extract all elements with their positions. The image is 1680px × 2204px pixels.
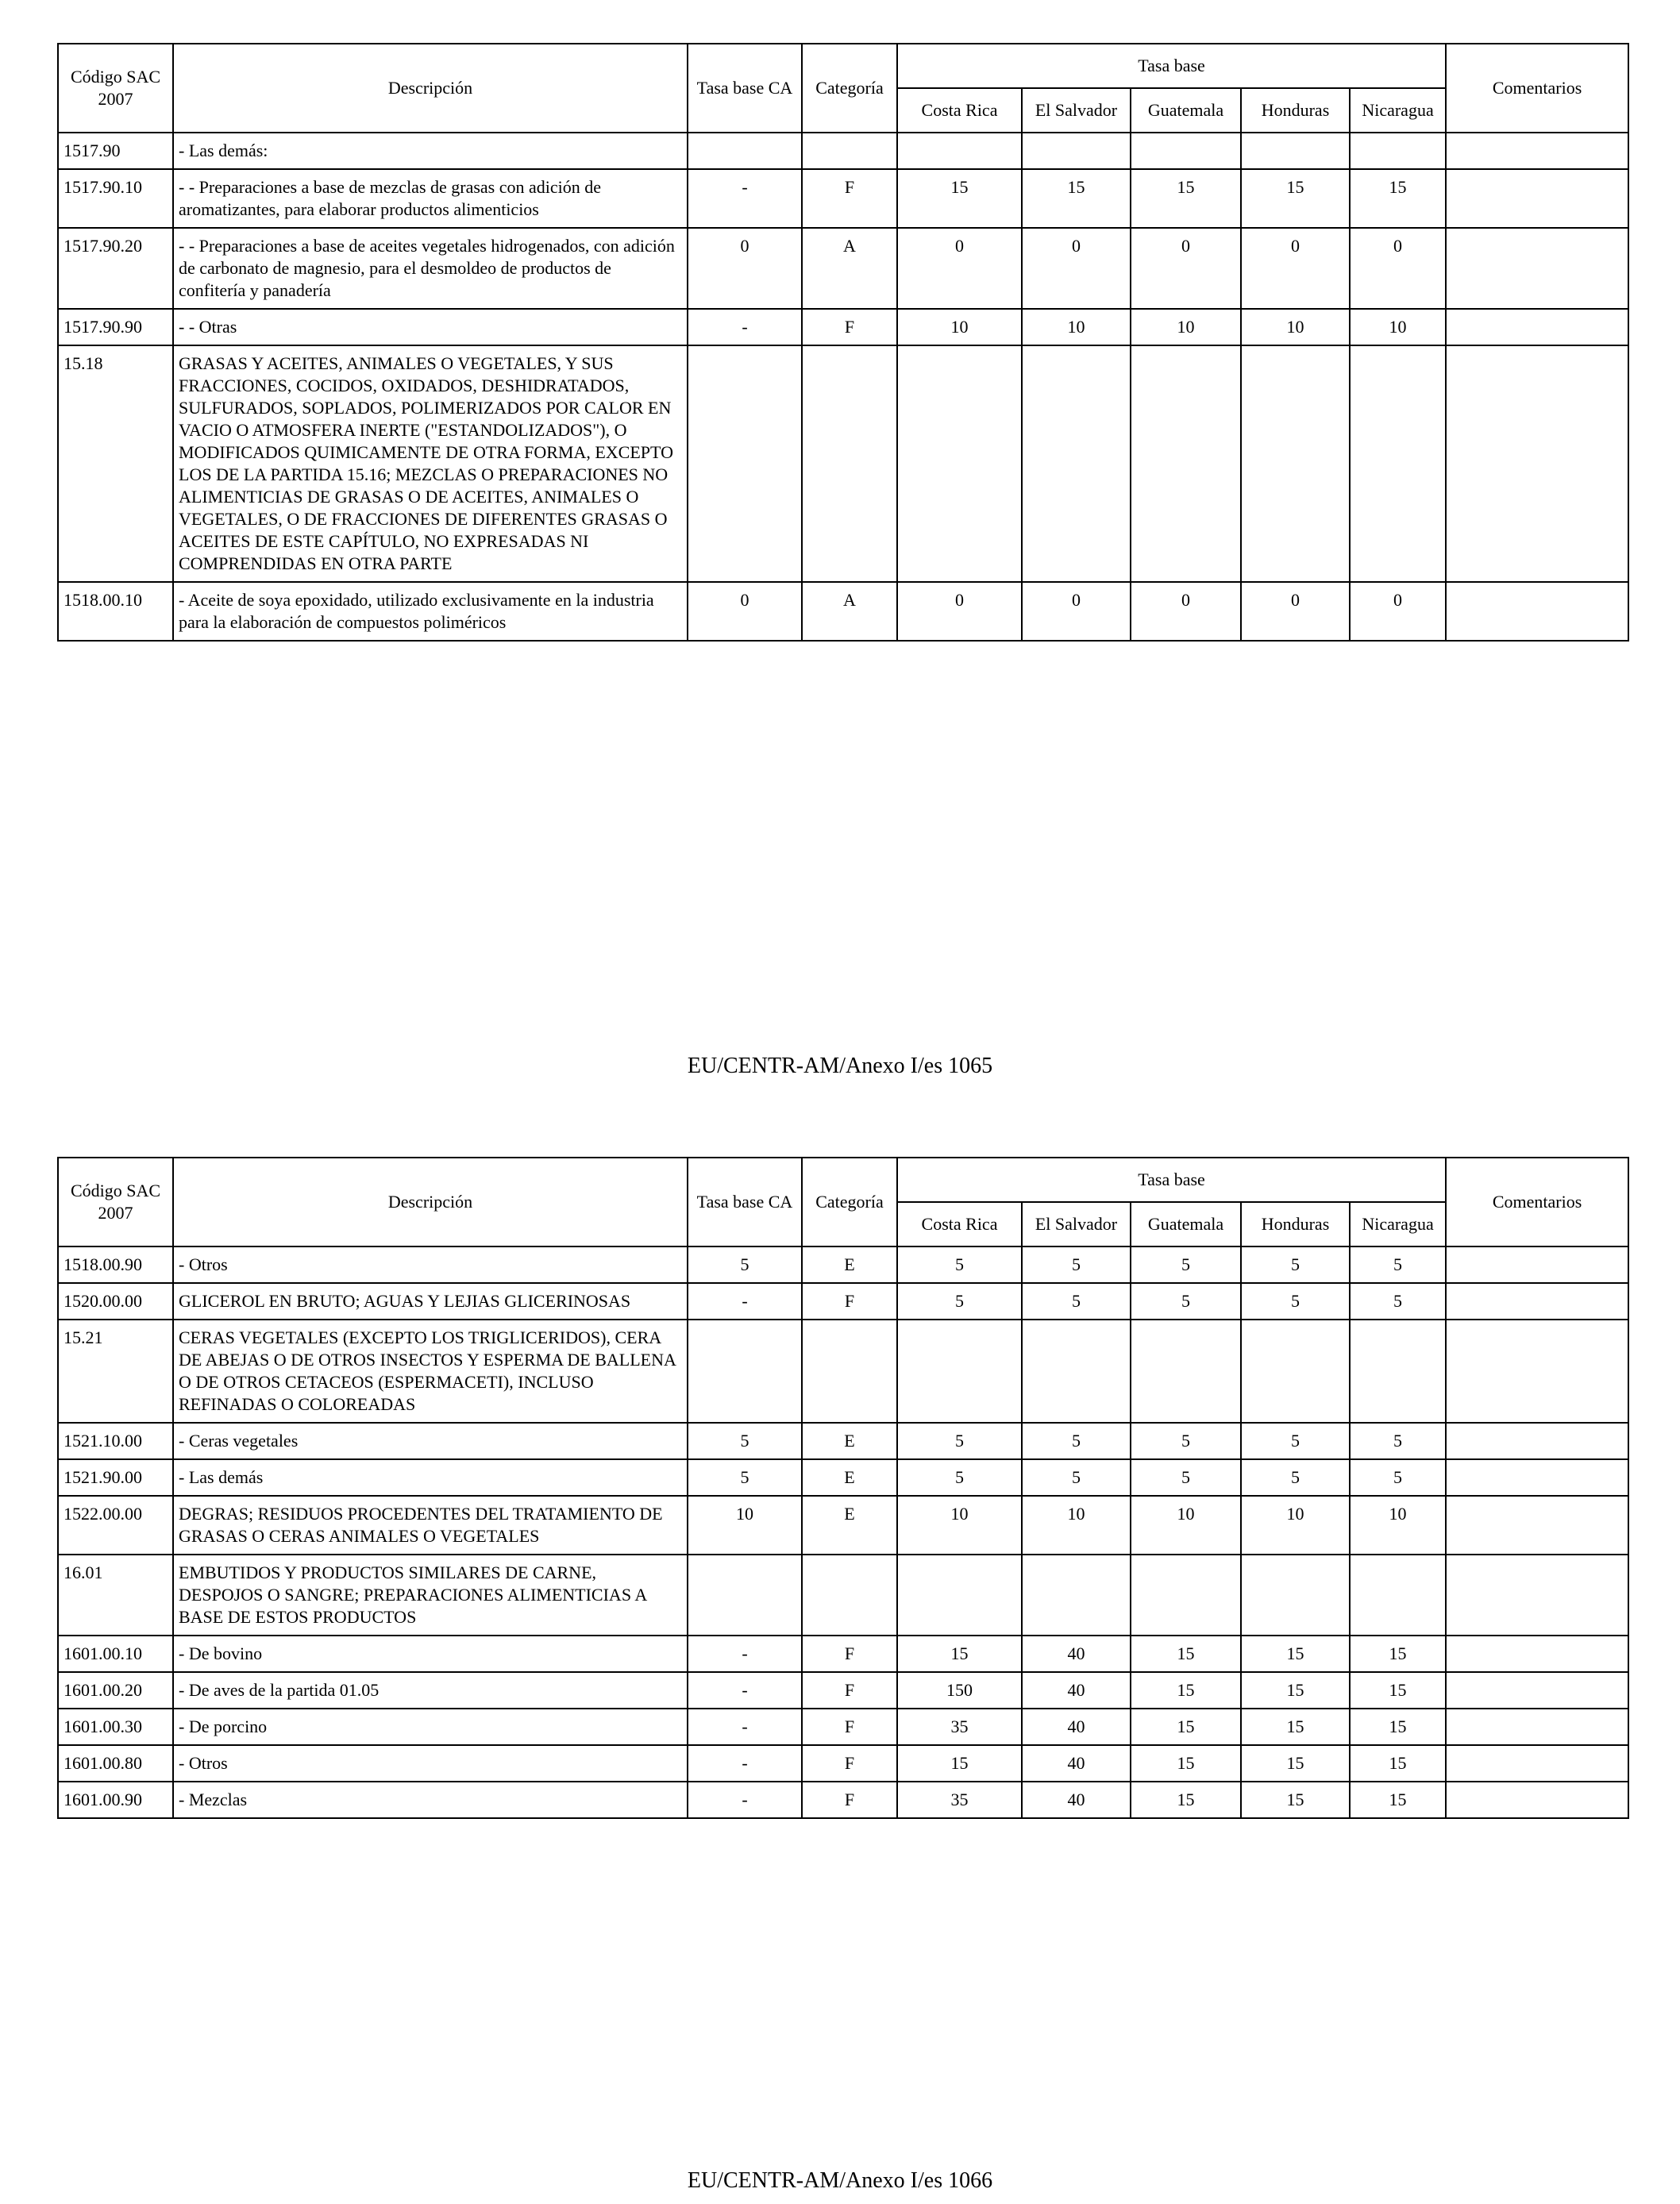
- code-cell: 1601.00.20: [58, 1672, 173, 1709]
- comments-cell: [1446, 1636, 1628, 1672]
- base-rate-ca-cell: [688, 345, 802, 582]
- header-country: Nicaragua: [1350, 1202, 1446, 1246]
- code-cell: 1517.90.10: [58, 169, 173, 228]
- rate-guatemala-cell: 15: [1131, 1636, 1241, 1672]
- code-cell: 1518.00.90: [58, 1246, 173, 1283]
- base-rate-ca-cell: [688, 133, 802, 169]
- rate-nicaragua-cell: [1350, 133, 1446, 169]
- table-row: [58, 1423, 1628, 1459]
- rate-guatemala-cell: [1131, 1555, 1241, 1636]
- table-row: [58, 582, 1628, 641]
- table-row: [58, 228, 1628, 309]
- rate-honduras-cell: 5: [1241, 1423, 1350, 1459]
- comments-cell: [1446, 1423, 1628, 1459]
- rate-honduras-cell: 5: [1241, 1246, 1350, 1283]
- category-cell: E: [802, 1459, 897, 1496]
- category-cell: [802, 1320, 897, 1423]
- rate-honduras-cell: 5: [1241, 1283, 1350, 1320]
- base-rate-ca-cell: 0: [688, 582, 802, 641]
- rate-costa-rica-cell: 5: [897, 1459, 1022, 1496]
- rate-costa-rica-cell: 15: [897, 1745, 1022, 1782]
- table-row: [58, 345, 1628, 582]
- category-cell: F: [802, 1782, 897, 1818]
- rate-costa-rica-cell: 15: [897, 1636, 1022, 1672]
- rate-guatemala-cell: 0: [1131, 228, 1241, 309]
- header-base-rate: Tasa base: [897, 44, 1446, 88]
- comments-cell: [1446, 1709, 1628, 1745]
- rate-costa-rica-cell: [897, 345, 1022, 582]
- rate-el-salvador-cell: 40: [1022, 1709, 1131, 1745]
- description-cell: - Ceras vegetales: [173, 1423, 688, 1459]
- code-cell: 1522.00.00: [58, 1496, 173, 1555]
- rate-nicaragua-cell: [1350, 1320, 1446, 1423]
- rate-nicaragua-cell: 0: [1350, 228, 1446, 309]
- category-cell: F: [802, 1709, 897, 1745]
- comments-cell: [1446, 1459, 1628, 1496]
- rate-costa-rica-cell: 10: [897, 309, 1022, 345]
- rate-costa-rica-cell: 15: [897, 169, 1022, 228]
- rate-el-salvador-cell: 40: [1022, 1636, 1131, 1672]
- rate-guatemala-cell: 15: [1131, 169, 1241, 228]
- description-cell: - Otros: [173, 1745, 688, 1782]
- description-cell: - De aves de la partida 01.05: [173, 1672, 688, 1709]
- comments-cell: [1446, 1320, 1628, 1423]
- base-rate-ca-cell: -: [688, 1636, 802, 1672]
- rate-nicaragua-cell: 5: [1350, 1459, 1446, 1496]
- rate-el-salvador-cell: 5: [1022, 1459, 1131, 1496]
- rate-guatemala-cell: 5: [1131, 1283, 1241, 1320]
- base-rate-ca-cell: -: [688, 169, 802, 228]
- rate-costa-rica-cell: 5: [897, 1423, 1022, 1459]
- rate-el-salvador-cell: [1022, 133, 1131, 169]
- rate-guatemala-cell: 15: [1131, 1745, 1241, 1782]
- rate-guatemala-cell: [1131, 345, 1241, 582]
- header-country: El Salvador: [1022, 1202, 1131, 1246]
- rate-honduras-cell: 0: [1241, 582, 1350, 641]
- rate-guatemala-cell: [1131, 1320, 1241, 1423]
- rate-honduras-cell: [1241, 345, 1350, 582]
- description-cell: - - Preparaciones a base de aceites vegetales hidrogenados, con adición de carbonato de magnesio, para el desmoldeo de productos de confitería y panadería: [173, 228, 688, 309]
- table-row: [58, 1496, 1628, 1555]
- rate-nicaragua-cell: 15: [1350, 1672, 1446, 1709]
- rate-guatemala-cell: 5: [1131, 1459, 1241, 1496]
- category-cell: E: [802, 1246, 897, 1283]
- rate-el-salvador-cell: 40: [1022, 1782, 1131, 1818]
- rate-guatemala-cell: 5: [1131, 1423, 1241, 1459]
- rate-nicaragua-cell: 5: [1350, 1283, 1446, 1320]
- header-country: Honduras: [1241, 88, 1350, 133]
- comments-cell: [1446, 582, 1628, 641]
- header-category: Categoría: [802, 44, 897, 133]
- base-rate-ca-cell: 10: [688, 1496, 802, 1555]
- category-cell: [802, 1555, 897, 1636]
- header-code: Código SAC 2007: [58, 1158, 173, 1246]
- category-cell: F: [802, 1745, 897, 1782]
- description-cell: CERAS VEGETALES (EXCEPTO LOS TRIGLICERIDOS), CERA DE ABEJAS O DE OTROS INSECTOS Y ESPERMA DE BALLENA O DE OTROS CETACEOS (ESPERMACETI), INCLUSO REFINADAS O COLOREADAS: [173, 1320, 688, 1423]
- rate-honduras-cell: [1241, 1320, 1350, 1423]
- table-row: [58, 1745, 1628, 1782]
- code-cell: 1517.90.90: [58, 309, 173, 345]
- rate-honduras-cell: 15: [1241, 1745, 1350, 1782]
- comments-cell: [1446, 1496, 1628, 1555]
- rate-nicaragua-cell: 15: [1350, 169, 1446, 228]
- rate-honduras-cell: 0: [1241, 228, 1350, 309]
- base-rate-ca-cell: [688, 1320, 802, 1423]
- rate-honduras-cell: [1241, 133, 1350, 169]
- code-cell: 15.21: [58, 1320, 173, 1423]
- rate-honduras-cell: 15: [1241, 1709, 1350, 1745]
- table-row: [58, 169, 1628, 228]
- code-cell: 1517.90.20: [58, 228, 173, 309]
- rate-costa-rica-cell: 0: [897, 228, 1022, 309]
- header-country: Guatemala: [1131, 88, 1241, 133]
- category-cell: [802, 133, 897, 169]
- rate-costa-rica-cell: 0: [897, 582, 1022, 641]
- rate-honduras-cell: 5: [1241, 1459, 1350, 1496]
- rate-el-salvador-cell: 15: [1022, 169, 1131, 228]
- header-country: Costa Rica: [897, 1202, 1022, 1246]
- base-rate-ca-cell: 5: [688, 1246, 802, 1283]
- header-description: Descripción: [173, 44, 688, 133]
- page-footer: EU/CENTR-AM/Anexo I/es 1066: [687, 2168, 993, 2193]
- rate-costa-rica-cell: [897, 1555, 1022, 1636]
- category-cell: F: [802, 1636, 897, 1672]
- rate-el-salvador-cell: 10: [1022, 1496, 1131, 1555]
- table-row: [58, 1709, 1628, 1745]
- category-cell: E: [802, 1423, 897, 1459]
- category-cell: [802, 345, 897, 582]
- tariff-table-page-1065: [57, 43, 1629, 642]
- header-country: Honduras: [1241, 1202, 1350, 1246]
- rate-el-salvador-cell: 40: [1022, 1745, 1131, 1782]
- rate-guatemala-cell: 15: [1131, 1672, 1241, 1709]
- rate-guatemala-cell: [1131, 133, 1241, 169]
- header-country: El Salvador: [1022, 88, 1131, 133]
- base-rate-ca-cell: 5: [688, 1423, 802, 1459]
- rate-nicaragua-cell: 10: [1350, 309, 1446, 345]
- description-cell: - Las demás: [173, 1459, 688, 1496]
- rate-el-salvador-cell: [1022, 345, 1131, 582]
- rate-nicaragua-cell: 15: [1350, 1636, 1446, 1672]
- base-rate-ca-cell: 0: [688, 228, 802, 309]
- comments-cell: [1446, 1782, 1628, 1818]
- base-rate-ca-cell: 5: [688, 1459, 802, 1496]
- rate-el-salvador-cell: 5: [1022, 1423, 1131, 1459]
- header-country: Nicaragua: [1350, 88, 1446, 133]
- code-cell: 1601.00.10: [58, 1636, 173, 1672]
- header-code: Código SAC 2007: [58, 44, 173, 133]
- rate-costa-rica-cell: 5: [897, 1246, 1022, 1283]
- description-cell: - Aceite de soya epoxidado, utilizado exclusivamente en la industria para la elaboración de compuestos poliméricos: [173, 582, 688, 641]
- comments-cell: [1446, 1246, 1628, 1283]
- rate-nicaragua-cell: 15: [1350, 1709, 1446, 1745]
- rate-honduras-cell: [1241, 1555, 1350, 1636]
- table-row: [58, 1320, 1628, 1423]
- base-rate-ca-cell: -: [688, 1283, 802, 1320]
- comments-cell: [1446, 1283, 1628, 1320]
- base-rate-ca-cell: -: [688, 1672, 802, 1709]
- rate-el-salvador-cell: 5: [1022, 1283, 1131, 1320]
- base-rate-ca-cell: -: [688, 1745, 802, 1782]
- code-cell: 1601.00.90: [58, 1782, 173, 1818]
- description-cell: - - Otras: [173, 309, 688, 345]
- rate-guatemala-cell: 5: [1131, 1246, 1241, 1283]
- table-row: [58, 1459, 1628, 1496]
- description-cell: - - Preparaciones a base de mezclas de grasas con adición de aromatizantes, para elaborar productos alimenticios: [173, 169, 688, 228]
- rate-honduras-cell: 10: [1241, 1496, 1350, 1555]
- header-base-rate: Tasa base: [897, 1158, 1446, 1202]
- rate-el-salvador-cell: 40: [1022, 1672, 1131, 1709]
- rate-honduras-cell: 10: [1241, 309, 1350, 345]
- header-base-rate-ca: Tasa base CA: [688, 44, 802, 133]
- table-row: [58, 1782, 1628, 1818]
- rate-guatemala-cell: 15: [1131, 1709, 1241, 1745]
- description-cell: GRASAS Y ACEITES, ANIMALES O VEGETALES, Y SUS FRACCIONES, COCIDOS, OXIDADOS, DESHIDRATADOS, SULFURADOS, SOPLADOS, POLIMERIZADOS POR CALOR EN VACIO O ATMOSFERA INERTE ("ESTANDOLIZADOS"), O MODIFICADOS QUIMICAMENTE DE OTRA FORMA, EXCEPTO LOS DE LA PARTIDA 15.16; MEZCLAS O PREPARACIONES NO ALIMENTICIAS DE GRASAS O DE ACEITES, ANIMALES O VEGETALES, O DE FRACCIONES DE DIFERENTES GRASAS O ACEITES DE ESTE CAPÍTULO, NO EXPRESADAS NI COMPRENDIDAS EN OTRA PARTE: [173, 345, 688, 582]
- rate-honduras-cell: 15: [1241, 1636, 1350, 1672]
- rate-nicaragua-cell: 10: [1350, 1496, 1446, 1555]
- header-comments: Comentarios: [1446, 44, 1628, 133]
- comments-cell: [1446, 1555, 1628, 1636]
- description-cell: GLICEROL EN BRUTO; AGUAS Y LEJIAS GLICERINOSAS: [173, 1283, 688, 1320]
- rate-guatemala-cell: 0: [1131, 582, 1241, 641]
- description-cell: - Otros: [173, 1246, 688, 1283]
- rate-nicaragua-cell: 15: [1350, 1782, 1446, 1818]
- category-cell: A: [802, 582, 897, 641]
- description-cell: - Mezclas: [173, 1782, 688, 1818]
- description-cell: EMBUTIDOS Y PRODUCTOS SIMILARES DE CARNE, DESPOJOS O SANGRE; PREPARACIONES ALIMENTICIAS A BASE DE ESTOS PRODUCTOS: [173, 1555, 688, 1636]
- comments-cell: [1446, 169, 1628, 228]
- rate-nicaragua-cell: 15: [1350, 1745, 1446, 1782]
- page-footer: EU/CENTR-AM/Anexo I/es 1065: [687, 1054, 993, 1078]
- code-cell: 1517.90: [58, 133, 173, 169]
- base-rate-ca-cell: -: [688, 1782, 802, 1818]
- rate-nicaragua-cell: 5: [1350, 1423, 1446, 1459]
- comments-cell: [1446, 309, 1628, 345]
- table-row: [58, 309, 1628, 345]
- rate-honduras-cell: 15: [1241, 1672, 1350, 1709]
- description-cell: DEGRAS; RESIDUOS PROCEDENTES DEL TRATAMIENTO DE GRASAS O CERAS ANIMALES O VEGETALES: [173, 1496, 688, 1555]
- comments-cell: [1446, 228, 1628, 309]
- rate-costa-rica-cell: [897, 133, 1022, 169]
- category-cell: F: [802, 169, 897, 228]
- category-cell: A: [802, 228, 897, 309]
- rate-nicaragua-cell: 0: [1350, 582, 1446, 641]
- header-comments: Comentarios: [1446, 1158, 1628, 1246]
- code-cell: 1521.10.00: [58, 1423, 173, 1459]
- description-cell: - De porcino: [173, 1709, 688, 1745]
- header-country: Guatemala: [1131, 1202, 1241, 1246]
- tariff-table-page-1066: [57, 1157, 1629, 1819]
- rate-costa-rica-cell: 10: [897, 1496, 1022, 1555]
- table-row: [58, 1636, 1628, 1672]
- rate-el-salvador-cell: 0: [1022, 228, 1131, 309]
- category-cell: E: [802, 1496, 897, 1555]
- rate-nicaragua-cell: 5: [1350, 1246, 1446, 1283]
- category-cell: F: [802, 1672, 897, 1709]
- base-rate-ca-cell: -: [688, 1709, 802, 1745]
- rate-el-salvador-cell: 5: [1022, 1246, 1131, 1283]
- code-cell: 1521.90.00: [58, 1459, 173, 1496]
- base-rate-ca-cell: [688, 1555, 802, 1636]
- header-description: Descripción: [173, 1158, 688, 1246]
- header-base-rate-ca: Tasa base CA: [688, 1158, 802, 1246]
- rate-costa-rica-cell: 5: [897, 1283, 1022, 1320]
- rate-honduras-cell: 15: [1241, 1782, 1350, 1818]
- code-cell: 1601.00.80: [58, 1745, 173, 1782]
- rate-guatemala-cell: 15: [1131, 1782, 1241, 1818]
- rate-el-salvador-cell: 0: [1022, 582, 1131, 641]
- rate-honduras-cell: 15: [1241, 169, 1350, 228]
- rate-costa-rica-cell: 35: [897, 1709, 1022, 1745]
- rate-costa-rica-cell: 150: [897, 1672, 1022, 1709]
- code-cell: 1601.00.30: [58, 1709, 173, 1745]
- rate-el-salvador-cell: 10: [1022, 309, 1131, 345]
- comments-cell: [1446, 1672, 1628, 1709]
- rate-nicaragua-cell: [1350, 345, 1446, 582]
- description-cell: - Las demás:: [173, 133, 688, 169]
- table-row: [58, 1246, 1628, 1283]
- code-cell: 1518.00.10: [58, 582, 173, 641]
- code-cell: 1520.00.00: [58, 1283, 173, 1320]
- base-rate-ca-cell: -: [688, 309, 802, 345]
- description-cell: - De bovino: [173, 1636, 688, 1672]
- table-row: [58, 1283, 1628, 1320]
- code-cell: 15.18: [58, 345, 173, 582]
- rate-guatemala-cell: 10: [1131, 1496, 1241, 1555]
- header-category: Categoría: [802, 1158, 897, 1246]
- table-row: [58, 133, 1628, 169]
- rate-el-salvador-cell: [1022, 1320, 1131, 1423]
- rate-el-salvador-cell: [1022, 1555, 1131, 1636]
- rate-costa-rica-cell: 35: [897, 1782, 1022, 1818]
- comments-cell: [1446, 1745, 1628, 1782]
- header-country: Costa Rica: [897, 88, 1022, 133]
- rate-guatemala-cell: 10: [1131, 309, 1241, 345]
- category-cell: F: [802, 1283, 897, 1320]
- rate-costa-rica-cell: [897, 1320, 1022, 1423]
- table-row: [58, 1555, 1628, 1636]
- comments-cell: [1446, 345, 1628, 582]
- code-cell: 16.01: [58, 1555, 173, 1636]
- rate-nicaragua-cell: [1350, 1555, 1446, 1636]
- category-cell: F: [802, 309, 897, 345]
- comments-cell: [1446, 133, 1628, 169]
- table-row: [58, 1672, 1628, 1709]
